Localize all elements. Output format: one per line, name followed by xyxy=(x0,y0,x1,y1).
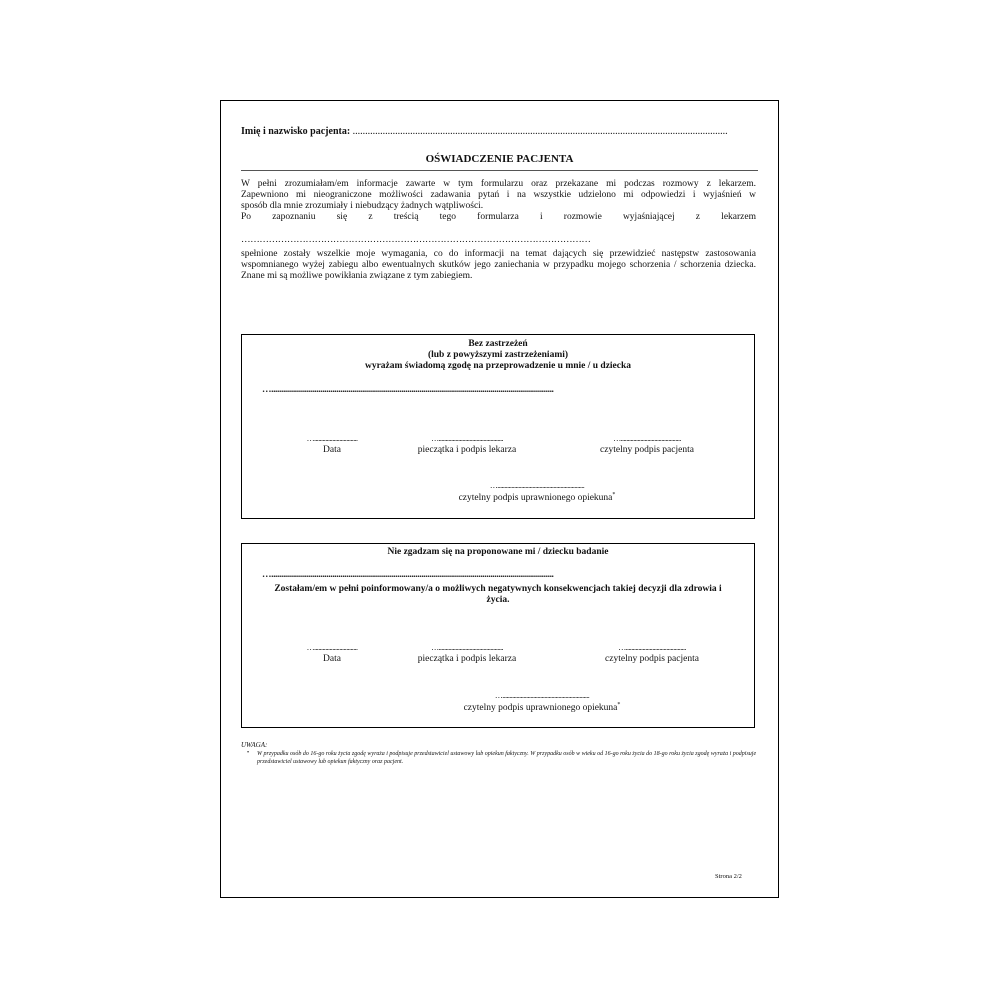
consent-guardian-dots: ….............................................................. xyxy=(489,481,585,490)
document-page xyxy=(220,100,779,898)
intro-line-2: Zapewniono mi nieograniczone możliwości zadawania pytań i na wszystkie udzielono mi odpowiedzi i wyjaśnień w xyxy=(241,190,756,200)
consent-date-label: Data xyxy=(323,445,341,455)
intro-paragraph xyxy=(241,179,756,223)
title-divider xyxy=(241,170,758,171)
patient-name-label: Imię i nazwisko pacjenta: xyxy=(241,126,351,137)
consent-patient-signature xyxy=(582,435,712,455)
consent-doctor-dots: ….............................................. xyxy=(431,434,503,443)
consent-date-signature xyxy=(282,435,382,455)
refusal-date-label: Data xyxy=(323,654,341,664)
refusal-guardian-dots: ….............................................................. xyxy=(494,691,590,700)
refusal-date-dots: …............................... xyxy=(306,643,358,652)
refusal-dots: …............................................................................................................................................... xyxy=(262,570,554,580)
consent-doctor-signature xyxy=(397,435,537,455)
note-bullet: • xyxy=(247,750,250,756)
refusal-guardian-footnote-mark: * xyxy=(617,702,621,708)
consent-date-dots: …............................... xyxy=(306,434,358,443)
refusal-patient-label: czytelny podpis pacjenta xyxy=(605,654,699,664)
consent-guardian-label: czytelny podpis uprawnionego opiekuna xyxy=(458,493,613,504)
consent-heading-2: (lub z powyższymi zastrzeżeniami) xyxy=(427,350,569,360)
refusal-patient-dots: …........................................... xyxy=(618,643,686,652)
intro-line-3: sposób dla mnie zrozumiały i niebudzący żadnych wątpliwości. xyxy=(241,201,484,211)
patient-name-line xyxy=(241,126,728,137)
refusal-info-line-2: życia. xyxy=(486,595,510,605)
consent-patient-label: czytelny podpis pacjenta xyxy=(600,445,694,455)
refusal-heading: Nie zgadzam się na proponowane mi / dziecku badanie xyxy=(387,547,609,557)
refusal-doctor-signature xyxy=(397,644,537,664)
document-title: OŚWIADCZENIE PACJENTA xyxy=(425,153,574,165)
refusal-date-signature xyxy=(282,644,382,664)
consent-box xyxy=(241,334,755,519)
refusal-info-line-1: Zostałam/em w pełni poinformowany/a o możliwych negatywnych konsekwencjach takiej decyzji dla zdrowia i xyxy=(274,584,722,594)
refusal-guardian-signature xyxy=(442,692,642,713)
consent-guardian-signature xyxy=(437,482,637,503)
refusal-box xyxy=(241,543,755,728)
intro-line-4: Po zapoznaniu się z treścią tego formularza i rozmowie wyjaśniającej z lekarzem xyxy=(241,212,756,222)
intro-line-1: W pełni zrozumiałam/em informacje zawarte w tym formularzu oraz przekazane mi podczas rozmowy z lekarzem. xyxy=(241,179,756,189)
note-title: UWAGA: xyxy=(241,741,268,749)
consent-doctor-label: pieczątka i podpis lekarza xyxy=(417,445,517,455)
requirements-paragraph: spełnione zostały wszelkie moje wymagania, co do informacji na temat dających się przewidzieć następstw zastosowania wspomnianego wyżej zabiegu albo ewentualnych skutków jego zaniechania w przypadku mojego schorzenia / schorzenia dziecka. Znane mi są możliwe powikłania związane z tym zabiegiem. xyxy=(241,249,756,281)
note-text: W przypadku osób do 16-go roku życia zgodę wyraża i podpisuje przedstawiciel ustawowy lub opiekun faktyczny. W przypadku osób w wieku od 16-go roku życia do 18-go roku życia zgodę wyraża i podpisuje przedstawiciel ustawowy lub opiekun faktyczny oraz pacjent. xyxy=(257,751,757,765)
refusal-guardian-label: czytelny podpis uprawnionego opiekuna xyxy=(463,703,618,714)
consent-heading-1: Bez zastrzeżeń xyxy=(468,339,528,349)
refusal-doctor-dots: ….............................................. xyxy=(431,643,503,652)
consent-guardian-footnote-mark: * xyxy=(612,492,616,498)
page-number: Strona 2/2 xyxy=(715,873,742,880)
consent-patient-dots: …........................................... xyxy=(613,434,681,443)
refusal-doctor-label: pieczątka i podpis lekarza xyxy=(417,654,517,664)
consent-heading-3: wyrażam świadomą zgodę na przeprowadzenie u mnie / u dziecka xyxy=(364,361,632,371)
patient-name-dots: ...................................................................................................................................................... xyxy=(352,126,728,137)
refusal-patient-signature xyxy=(587,644,717,664)
procedure-dots: …………………………………………………………………………………………………… xyxy=(241,235,591,245)
consent-procedure-dots: …............................................................................................................................................... xyxy=(262,385,554,395)
